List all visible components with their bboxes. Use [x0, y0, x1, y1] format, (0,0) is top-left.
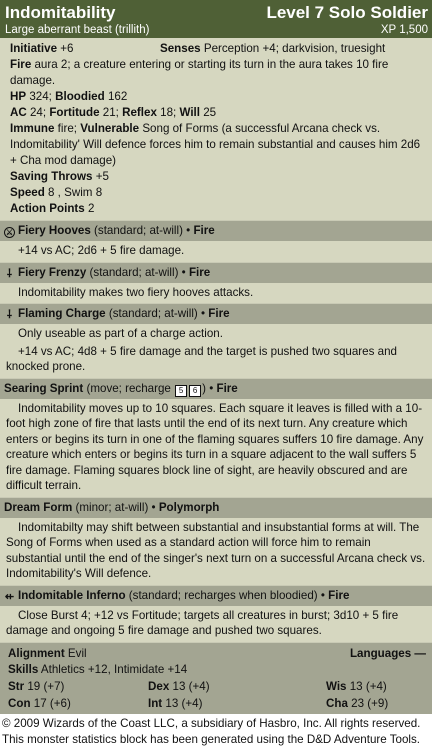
alignment-label: Alignment	[8, 646, 65, 660]
melee-icon: ⸸	[6, 309, 13, 321]
monster-xp: XP 1,500	[380, 24, 428, 36]
power-text: +14 vs AC; 4d8 + 5 fire damage and the target is pushed two squares and knocked prone.	[6, 344, 397, 373]
immune-value: fire;	[54, 122, 81, 135]
bloodied-value: 162	[104, 90, 128, 103]
power-usage: (standard; at-will) •	[86, 265, 189, 279]
immune-label: Immune	[10, 122, 55, 135]
stat-block-header	[0, 0, 432, 38]
power-description	[0, 399, 432, 497]
power-name: Searing Sprint	[4, 381, 84, 395]
initiative-label: Initiative	[10, 42, 58, 55]
power-text: Indomitability moves up to 10 squares. Each square it leaves is filled with a 10-foot high zone of fire that lasts until the end of its next turn. Any creature which enters or begins its turn in one of the flaming squares suffers 10 fire damage. Any creature which enters or begins its turn in a square adjacent to the wall suffers 5 fire damage. Flaming squares block line of sight, are heavily obscured and are difficult terrain.	[6, 401, 424, 492]
hp-label: HP	[10, 90, 27, 103]
hp-value: 324;	[26, 90, 56, 103]
ability-value: 13 (+4)	[162, 696, 203, 710]
generator-line: This monster statistics block has been generated using the D&D Adventure Tools.	[2, 732, 421, 746]
ac-label: AC	[10, 106, 27, 119]
ability-label: Wis	[326, 679, 347, 693]
ability-row	[8, 678, 426, 695]
die-five-icon: 5	[175, 385, 187, 397]
ability-value: 23 (+9)	[347, 696, 389, 710]
power-description	[0, 324, 432, 378]
power-text: Indomitabilty may shift between substantial and insubstantial forms at will. The Song of Forms when used as a standard action will force him to remain substantial until the end of the singer's next turn on a successful Arcana check vs. Indomitability's Will defence.	[6, 520, 426, 580]
alignment-value: Evil	[64, 646, 87, 660]
power-keyword: Fire	[328, 588, 350, 602]
monster-level: Level 7 Solo Soldier	[266, 3, 428, 22]
ability-value: 13 (+4)	[169, 679, 210, 693]
ability-label: Dex	[148, 679, 170, 693]
saving-throws-value: +5	[92, 170, 109, 183]
ac-value: 24;	[26, 106, 50, 119]
power-name: Fiery Hooves	[18, 224, 91, 237]
ability-label: Con	[8, 696, 31, 710]
melee-basic-icon: ⚔	[5, 228, 14, 237]
melee-icon: ⸸	[6, 267, 13, 280]
power-usage: (minor; at-will) •	[72, 500, 159, 514]
ability-value: 13 (+4)	[346, 679, 387, 693]
power-header	[0, 585, 432, 606]
power-usage-close: ) •	[202, 381, 217, 395]
ability-label: Str	[8, 679, 25, 693]
power-keyword: Fire	[193, 224, 215, 237]
skills-value: Athletics +12, Intimidate +14	[38, 662, 188, 676]
ability-value: 19 (+7)	[24, 679, 65, 693]
ability-label: Cha	[326, 696, 348, 710]
action-points-label: Action Points	[10, 202, 85, 215]
power-usage: (move; recharge	[83, 381, 175, 395]
die-six-icon: 6	[189, 385, 201, 397]
power-description	[0, 283, 432, 304]
power-usage: (standard; recharges when bloodied) •	[125, 588, 329, 602]
monster-name: Indomitability	[5, 3, 116, 22]
aura-label: Fire	[10, 58, 32, 71]
ability-value: 17 (+6)	[30, 696, 71, 710]
power-header	[0, 220, 432, 241]
stats-section	[0, 38, 432, 220]
power-name: Flaming Charge	[18, 307, 106, 320]
power-name: Fiery Frenzy	[18, 265, 87, 279]
reflex-label: Reflex	[122, 106, 157, 119]
power-text: Only useable as part of a charge action.	[18, 327, 223, 340]
power-header	[0, 497, 432, 518]
copyright-notice	[0, 714, 432, 748]
power-text: Indomitability makes two fiery hooves attacks.	[18, 285, 254, 299]
speed-value: 8 , Swim 8	[44, 186, 103, 199]
speed-label: Speed	[10, 186, 45, 199]
reflex-value: 18;	[156, 106, 180, 119]
power-description	[0, 606, 432, 642]
vulnerable-label: Vulnerable	[80, 122, 140, 135]
power-text: +14 vs AC; 2d6 + 5 fire damage.	[18, 244, 185, 257]
power-keyword: Fire	[188, 265, 211, 279]
aura-value: aura 2; a creature entering or starting its turn in the aura takes 10 fire damage.	[10, 58, 389, 87]
will-value: 25	[200, 106, 217, 119]
power-description	[0, 241, 432, 262]
close-burst-icon: ⇷	[4, 590, 15, 603]
monster-type: Large aberrant beast (trillith)	[5, 24, 150, 36]
power-usage: (standard; at-will) •	[105, 307, 209, 320]
power-header	[0, 303, 432, 324]
fortitude-value: 21;	[99, 106, 123, 119]
power-name: Dream Form	[4, 500, 73, 514]
power-usage: (standard; at-will) •	[90, 224, 194, 237]
power-keyword: Fire	[208, 307, 230, 320]
initiative-value: +6	[57, 42, 74, 55]
power-keyword: Fire	[216, 381, 238, 395]
power-name: Indomitable Inferno	[18, 588, 126, 602]
vulnerable-value: Song of Forms (a successful Arcana check vs. Indomitability' Will defence forces him to remain substantial and causes him 2d6 + Cha mod damage)	[10, 122, 421, 167]
bloodied-label: Bloodied	[55, 90, 105, 103]
ability-label: Int	[148, 696, 163, 710]
copyright-line: © 2009 Wizards of the Coast LLC, a subsidiary of Hasbro, Inc. All rights reserved.	[2, 716, 421, 730]
will-label: Will	[179, 106, 200, 119]
ability-row	[8, 695, 426, 712]
senses-label: Senses	[160, 42, 201, 55]
action-points-value: 2	[84, 202, 95, 215]
power-header	[0, 262, 432, 283]
power-keyword: Polymorph	[158, 500, 220, 514]
power-description	[0, 518, 432, 585]
stat-block-footer	[0, 642, 432, 714]
saving-throws-label: Saving Throws	[10, 170, 93, 183]
power-header	[0, 378, 432, 399]
senses-value: Perception +4; darkvision, truesight	[200, 42, 386, 55]
fortitude-label: Fortitude	[49, 106, 100, 119]
power-text: Close Burst 4; +12 vs Fortitude; targets all creatures in burst; 3d10 + 5 fire damage and ongoing 5 fire damage and pushed two squares.	[6, 608, 399, 637]
languages-label: Languages —	[349, 646, 426, 660]
skills-label: Skills	[8, 662, 39, 676]
